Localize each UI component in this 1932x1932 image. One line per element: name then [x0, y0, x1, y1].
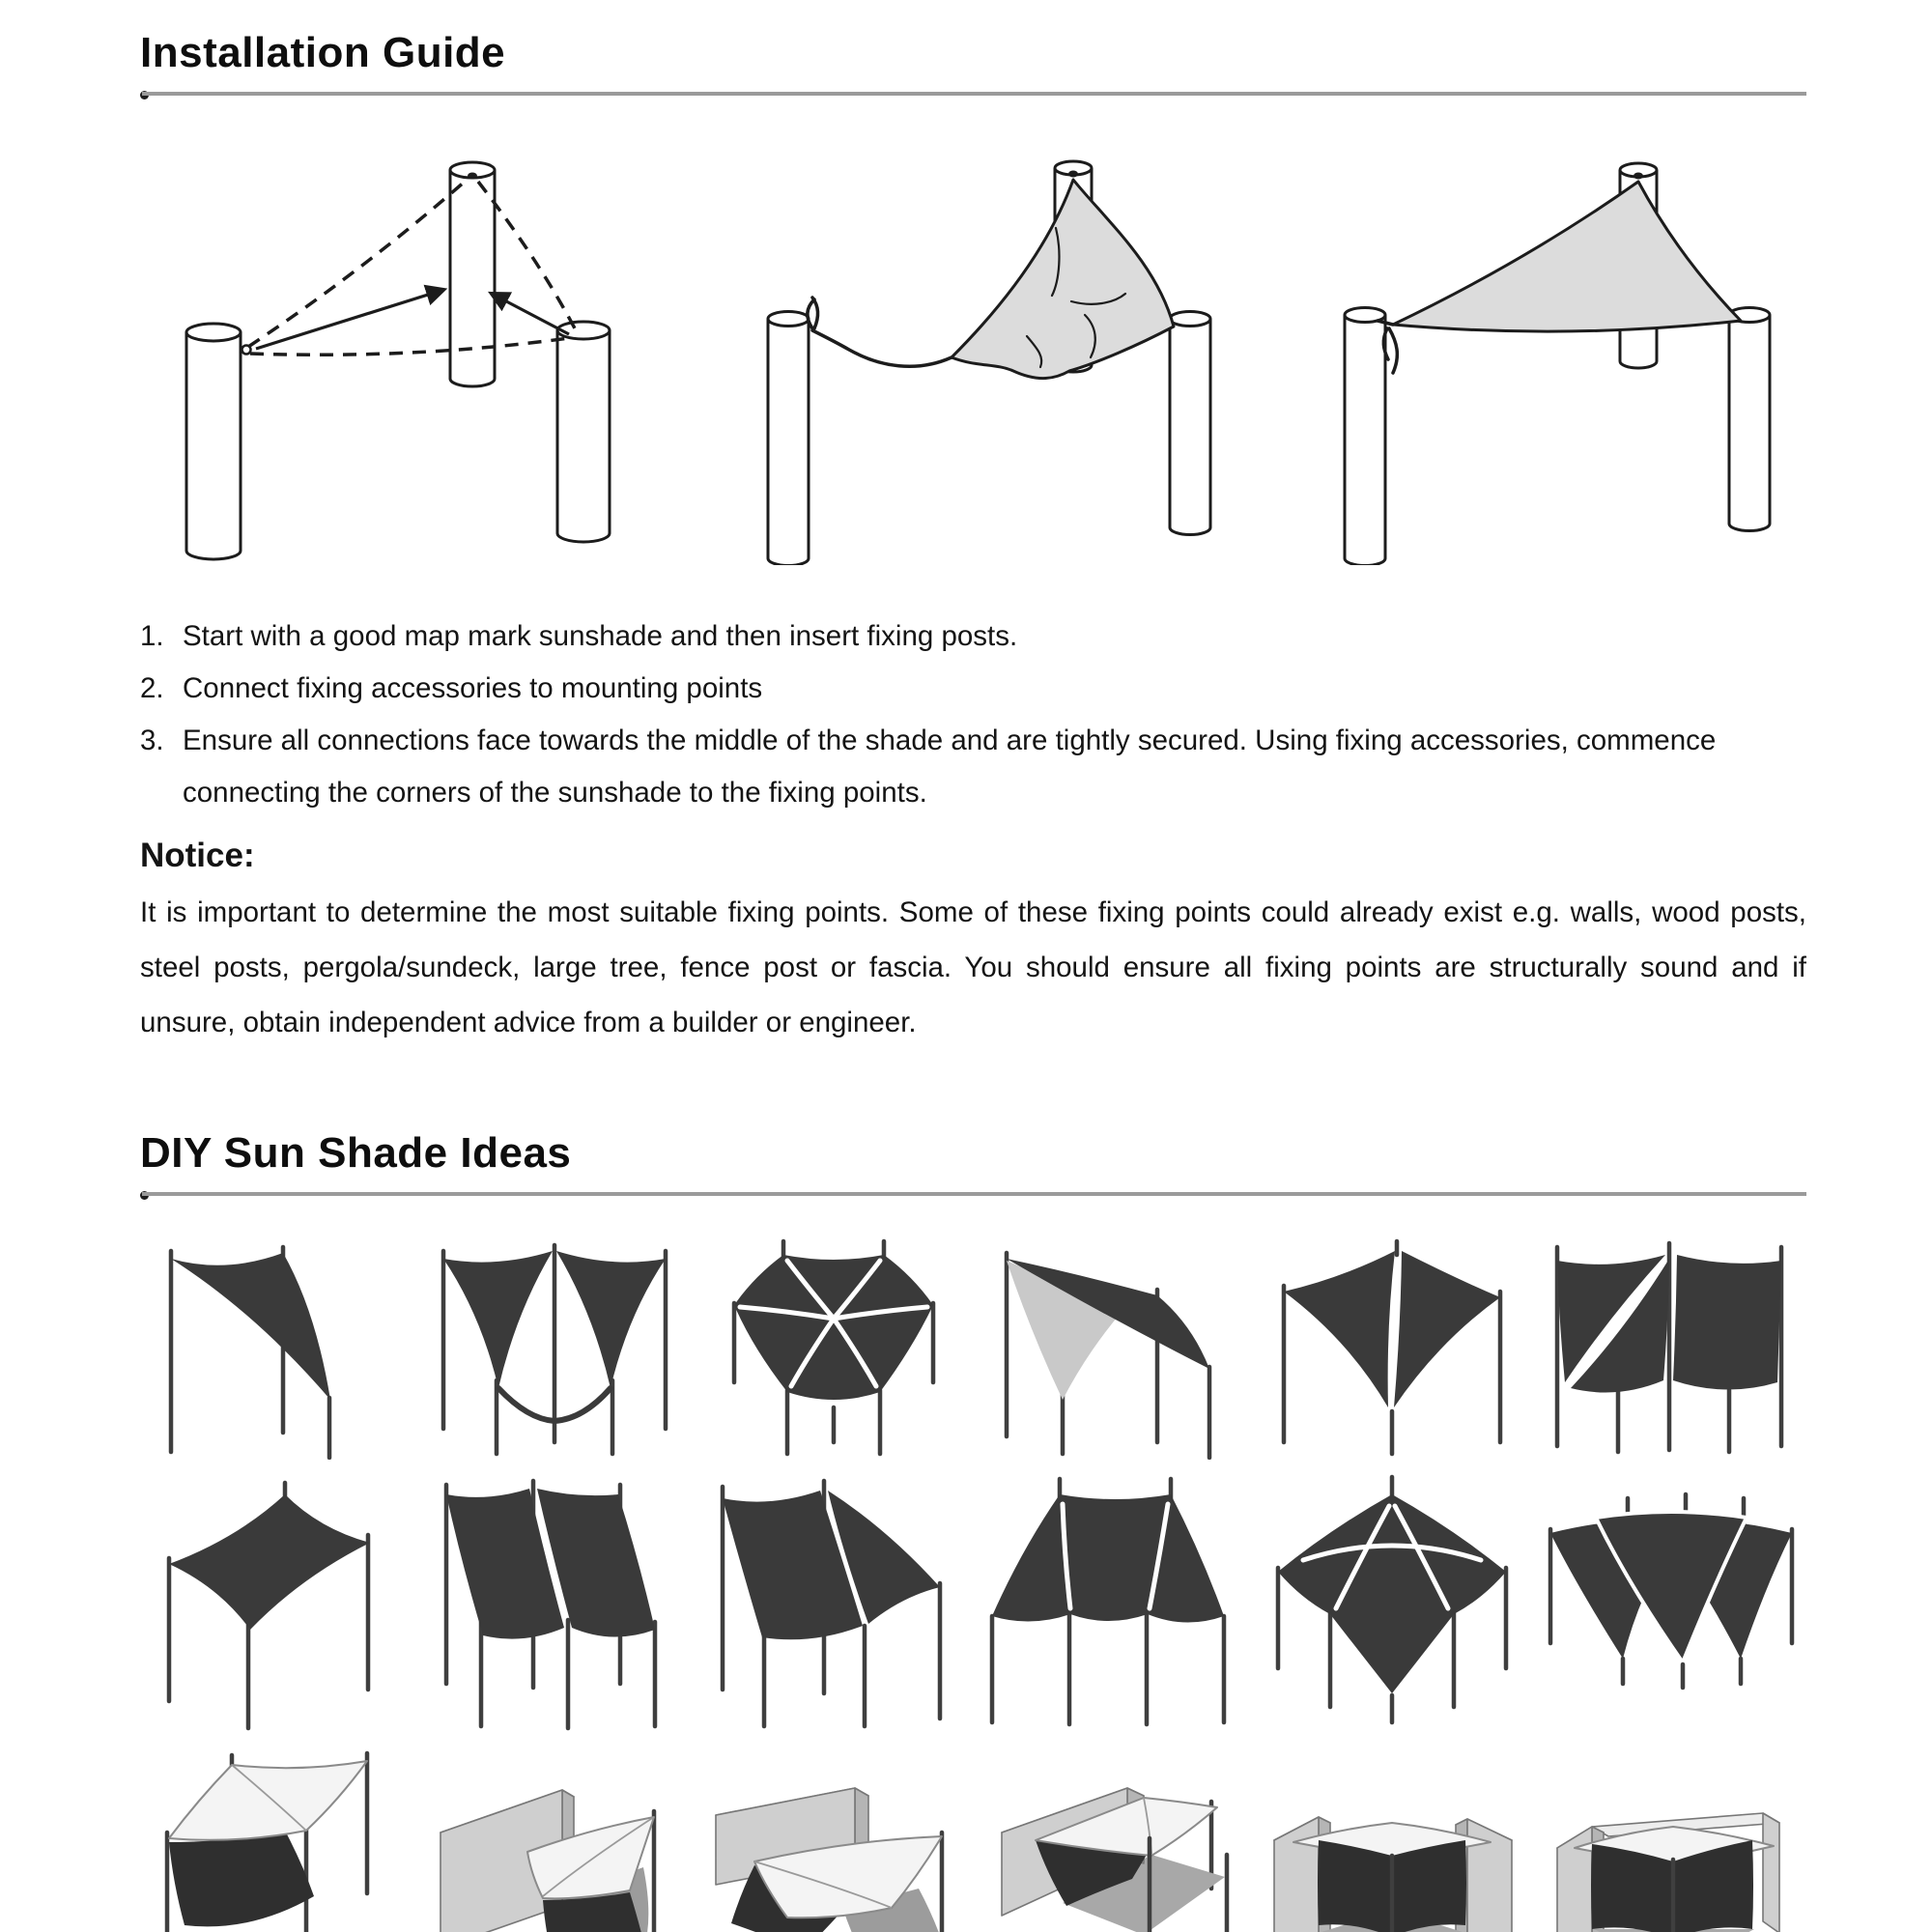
idea-three-panel-tent-canopy-icon: [978, 1469, 1248, 1732]
diagram-plan-and-mark-fixing-posts: [140, 135, 681, 565]
diy-ideas-section: [140, 1129, 1806, 1932]
taut-shade-sail: [1393, 182, 1741, 331]
idea-right-triangle-sail-icon: [140, 1236, 411, 1460]
notice-title: Notice:: [140, 837, 255, 874]
section-divider: [140, 89, 1806, 99]
installation-step-2: [140, 663, 1806, 715]
idea-row-1: [140, 1236, 1806, 1460]
idea-corridor-walls-v-sails-icon: [1257, 1744, 1527, 1932]
slack-shade-sail: [952, 180, 1174, 379]
post-middle-icon: [450, 162, 495, 386]
idea-overlapping-light-dark-triangles-icon: [978, 1236, 1248, 1460]
idea-wall-mounted-double-sail-icon: [419, 1744, 690, 1932]
step-number: 3.: [140, 724, 164, 756]
idea-twin-curtain-panels-icon: [1536, 1236, 1806, 1460]
step-text: Ensure all connections face towards the middle of the shade and are tightly secured. Using fixing accessories, commence connecting the corners of the sunshade to the fixing points.: [183, 724, 1717, 809]
step-number: 1.: [140, 620, 164, 652]
idea-wall-canopy-with-drop-panel-icon: [978, 1744, 1248, 1932]
diagram-attach-sunshade-loosely: [737, 135, 1239, 565]
step-text: Start with a good map mark sunshade and then insert fixing posts.: [183, 620, 1018, 652]
installation-guide-section: [140, 29, 1806, 1050]
step-number: 2.: [140, 672, 164, 704]
idea-row-2: [140, 1469, 1806, 1732]
idea-double-slanted-awning-icon: [419, 1469, 690, 1732]
post-left-icon: [768, 312, 809, 566]
post-right-icon: [557, 322, 610, 542]
step-text: Connect fixing accessories to mounting points: [183, 672, 763, 704]
installation-guide-title: Installation Guide: [140, 29, 506, 76]
idea-row-3: [140, 1744, 1806, 1932]
idea-hexagon-tent-with-drop-icon: [1257, 1469, 1527, 1732]
idea-slanted-awning-with-wing-icon: [698, 1469, 969, 1732]
diy-ideas-title: DIY Sun Shade Ideas: [140, 1129, 572, 1177]
idea-courtyard-walls-cross-sails-icon: [1536, 1744, 1806, 1932]
post-left-icon: [186, 324, 241, 559]
notice-body: It is important to determine the most suitable fixing points. Some of these fixing points could already exist e.g. walls, wood posts, steel posts, pergola/sundeck, large tree, fence post or fascia. You should ensure all fixing points are structurally sound and if unsure, obtain independent advice from a builder or engineer.: [140, 896, 1806, 1038]
idea-twin-triangle-butterfly-icon: [419, 1236, 690, 1460]
post-right-icon: [1729, 308, 1770, 531]
diagram-tension-sunshade-corners: [1294, 135, 1806, 565]
idea-triple-scallop-sails-icon: [1536, 1469, 1806, 1732]
idea-kite-split-sail-icon: [1257, 1236, 1527, 1460]
installation-diagrams: [140, 135, 1806, 572]
post-left-icon: [1345, 308, 1385, 566]
post-right-icon: [1170, 312, 1210, 535]
layout-guide-lines: [242, 182, 576, 355]
tensioning-rope: [807, 298, 951, 366]
installation-step-3: [140, 715, 1806, 819]
section-divider: [140, 1189, 1806, 1199]
direction-arrows: [256, 290, 569, 349]
idea-wall-corner-sail-trio-icon: [698, 1744, 969, 1932]
installation-steps: [140, 611, 1806, 819]
idea-layered-square-sails-icon: [140, 1744, 411, 1932]
installation-step-1: [140, 611, 1806, 663]
idea-hexagon-umbrella-icon: [698, 1236, 969, 1460]
idea-square-diamond-sail-icon: [140, 1469, 411, 1732]
